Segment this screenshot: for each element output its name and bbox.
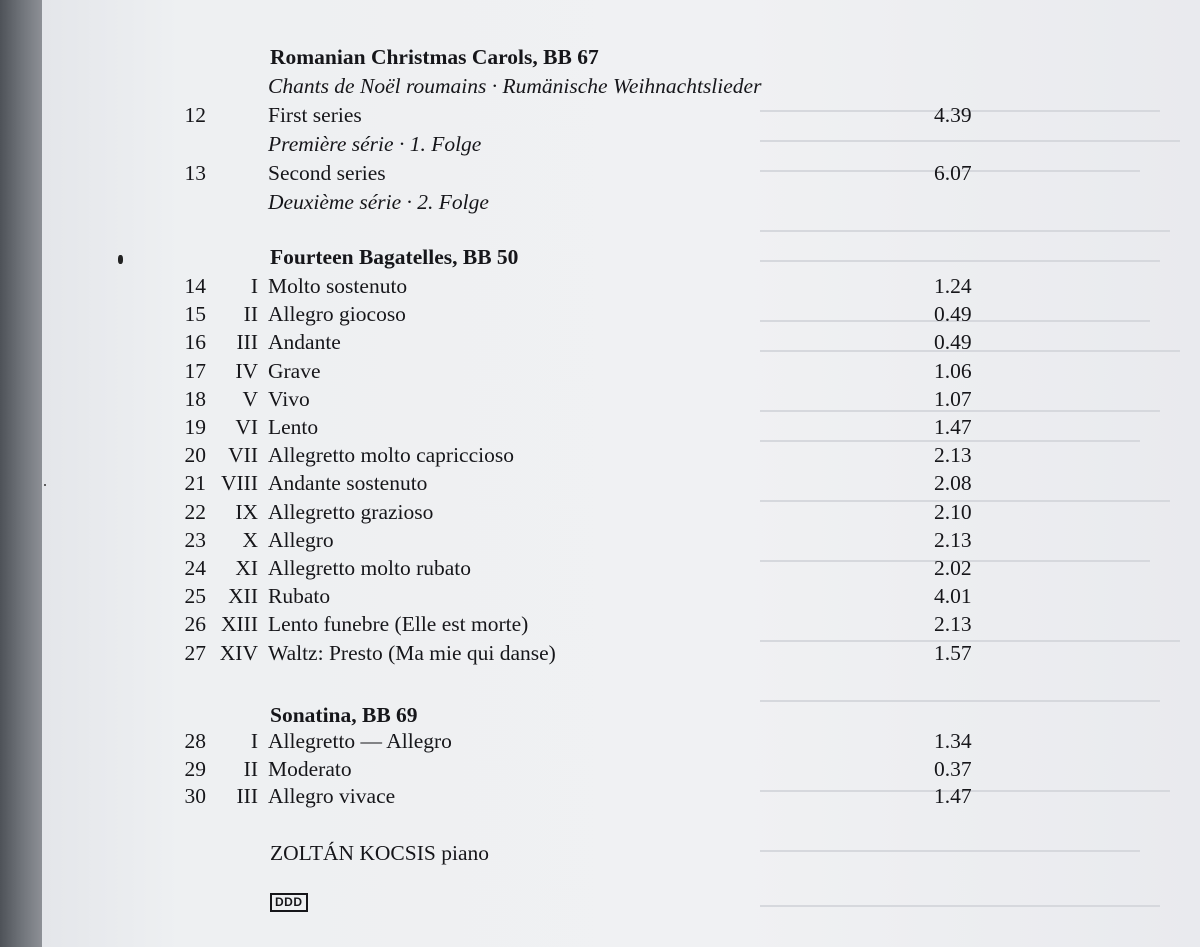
track-number: 27 [184,640,206,665]
track-number: 18 [184,386,206,411]
performer-role: piano [441,841,490,865]
track-title: Molto sostenuto [268,274,408,298]
track-number: 26 [184,612,206,637]
track-duration: 0.49 [934,302,972,327]
track-duration: 2.08 [934,471,972,496]
track-title: Allegro giocoso [268,302,406,327]
track-number: 20 [184,443,206,468]
movement-numeral: VIII [220,471,258,496]
track-title: Allegretto grazioso [268,499,434,524]
track-title: Allegro [268,527,334,552]
movement-numeral: XIV [219,640,258,665]
track-duration: 1.47 [934,415,972,439]
track-duration: 1.34 [934,729,972,753]
track-number: 19 [184,415,206,439]
movement-numeral: X [242,527,258,552]
track-title: Rubato [268,584,331,609]
movement-numeral: I [250,274,258,298]
track-duration: 4.01 [934,584,972,609]
track-title: Grave [268,358,321,383]
movement-numeral: VI [235,415,258,439]
track-duration: 6.07 [934,161,972,185]
track-duration: 2.13 [934,527,972,552]
track-duration: 1.57 [934,640,972,665]
track-number: 14 [184,274,206,298]
track-number: 28 [184,729,206,753]
track-title: First series [268,103,362,127]
track-title: Moderato [268,756,352,781]
track-duration: 2.13 [934,612,972,637]
track-title: Allegretto molto capriccioso [268,443,514,468]
track-number: 25 [184,584,206,609]
track-duration: 2.02 [934,556,972,580]
track-duration: 2.13 [934,443,972,468]
track-number: 17 [184,358,206,383]
track-title: Lento [268,415,319,439]
track-duration: 1.07 [934,386,972,411]
performer-credit [270,840,489,866]
section-title: Fourteen Bagatelles, BB 50 [270,245,519,269]
movement-numeral: II [243,756,258,781]
track-duration: 1.24 [934,274,972,298]
track-subtitle: Première série · 1. Folge [268,132,482,156]
movement-numeral: XII [228,584,258,609]
track-number: 13 [184,161,206,185]
movement-numeral: II [243,302,258,327]
movement-numeral: XIII [220,612,258,637]
movement-numeral: III [236,784,258,808]
section-title: Sonatina, BB 69 [270,703,418,727]
track-duration: 0.49 [934,330,972,355]
track-number: 21 [184,471,206,496]
track-number: 22 [184,499,206,524]
track-duration: 2.10 [934,499,972,524]
track-subtitle: Deuxième série · 2. Folge [268,190,489,214]
track-number: 16 [184,330,206,355]
track-title: Allegretto — Allegro [268,729,452,753]
track-title: Waltz: Presto (Ma mie qui danse) [268,640,556,665]
track-title: Lento funebre (Elle est morte) [268,612,529,637]
movement-numeral: IX [235,499,258,524]
track-number: 24 [184,556,206,580]
movement-numeral: VII [228,443,258,468]
movement-numeral: I [250,729,258,753]
movement-numeral: III [236,330,258,355]
track-number: 12 [184,103,206,127]
track-number: 30 [184,784,206,808]
movement-numeral: IV [235,358,258,383]
track-title: Second series [268,161,386,185]
track-title: Allegro vivace [268,784,396,808]
track-duration: 4.39 [934,103,972,127]
track-number: 29 [184,756,206,781]
movement-numeral: V [242,386,258,411]
track-duration: 1.06 [934,358,972,383]
track-number: 23 [184,527,206,552]
track-title: Vivo [268,386,310,411]
movement-numeral: XI [235,556,258,580]
section-title: Romanian Christmas Carols, BB 67 [270,45,599,69]
track-title: Allegretto molto rubato [268,556,472,580]
performer-name: ZOLTÁN KOCSIS [270,841,436,865]
track-number: 15 [184,302,206,327]
track-title: Andante sostenuto [268,471,428,496]
ddd-recording-badge: DDD [270,893,308,912]
section-subtitle: Chants de Noël roumains · Rumänische Weihnachtslieder [268,74,762,98]
track-duration: 1.47 [934,784,972,808]
track-title: Andante [268,330,341,355]
track-duration: 0.37 [934,756,972,781]
